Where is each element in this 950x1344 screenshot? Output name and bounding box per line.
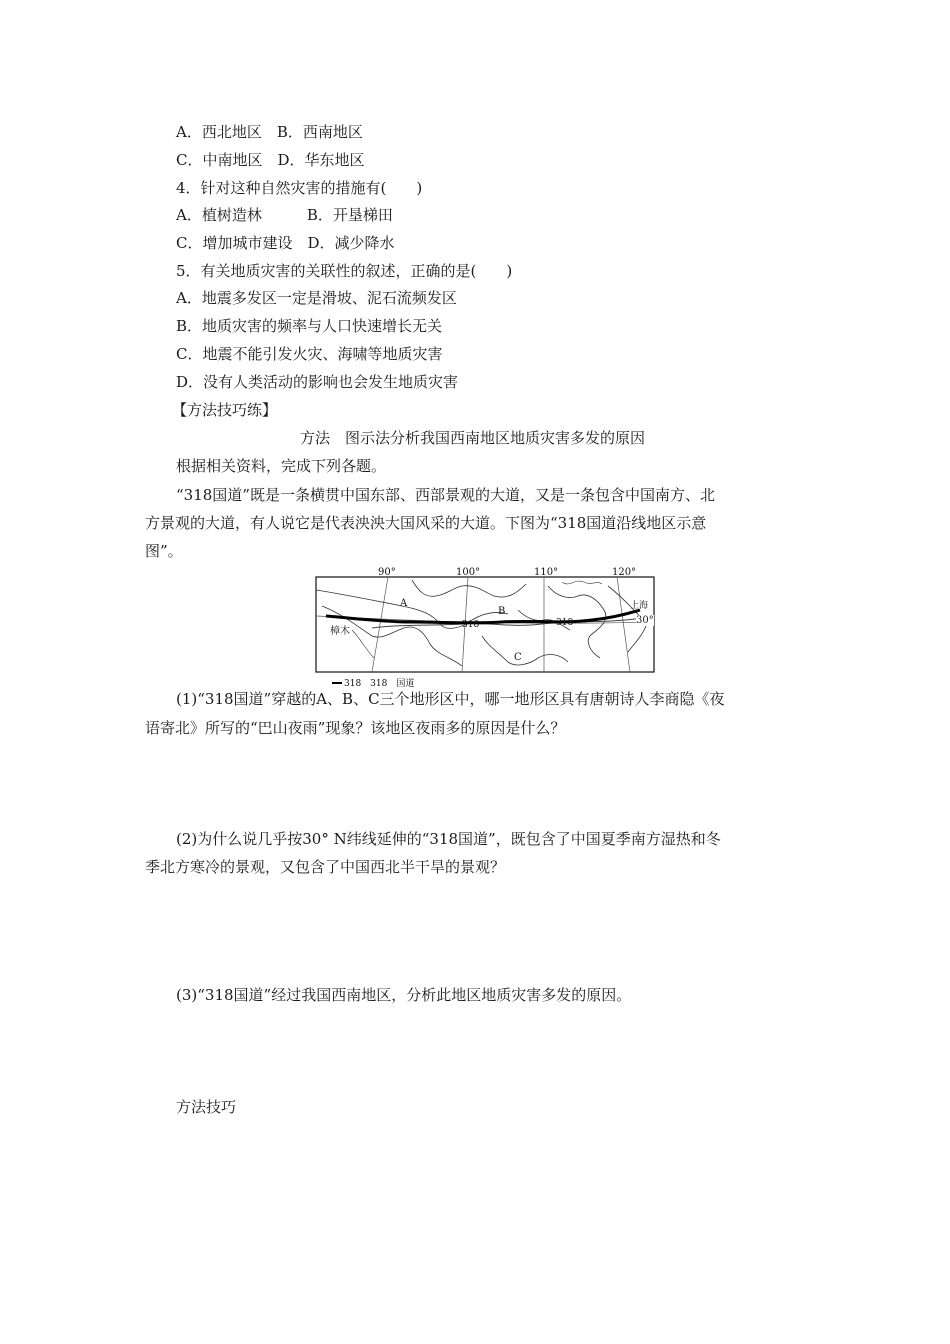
route-318-map [312, 566, 658, 690]
q4-option-row-2: C．增加城市建设 D．减少降水 [176, 234, 395, 252]
lon-label-90: 90° [378, 567, 396, 578]
route-label-2: 318 [556, 618, 574, 628]
lon-label-100: 100° [456, 567, 481, 578]
region-label-a: A [400, 598, 408, 609]
q5-option-d: D．没有人类活动的影响也会发生地质灾害 [176, 373, 459, 391]
footer-heading: 方法技巧 [176, 1098, 237, 1116]
section-heading: 【方法技巧练】 [172, 401, 278, 419]
region-label-b: B [498, 606, 506, 617]
question-2-line-2: 季北方寒冷的景观，又包含了中国西北半干旱的景观？ [145, 858, 506, 876]
q3-option-row-1: A．西北地区 B．西南地区 [176, 123, 363, 141]
route-318-line [326, 610, 640, 623]
lon-label-120: 120° [612, 567, 637, 578]
q5-stem: 5．有关地质灾害的关联性的叙述，正确的是( ) [176, 262, 513, 280]
route-label-1: 318 [462, 620, 480, 630]
paragraph-line-2: 方景观的大道，有人说它是代表泱泱大国风采的大道。下图为“318国道沿线地区示意 [145, 514, 707, 532]
q4-stem: 4．针对这种自然灾害的措施有( ) [176, 179, 423, 197]
region-label-c: C [514, 652, 522, 663]
question-3: (3)“318国道”经过我国西南地区，分析此地区地质灾害多发的原因。 [176, 986, 632, 1004]
q4-option-row-1: A．植树造林 B．开垦梯田 [176, 206, 393, 224]
paragraph-line-1: “318国道”既是一条横贯中国东部、西部景观的大道，又是一条包含中国南方、北 [176, 486, 715, 504]
q3-option-row-2: C．中南地区 D．华东地区 [176, 151, 365, 169]
city-label-shanghai: 上海 [630, 601, 649, 611]
city-label-zhangmu: 樟木 [330, 626, 350, 637]
paragraph-line-3: 图”。 [145, 542, 183, 560]
q5-option-c: C．地震不能引发火灾、海啸等地质灾害 [176, 345, 443, 363]
question-2-line-1: (2)为什么说几乎按30° N纬线延伸的“318国道”，既包含了中国夏季南方湿热和冬 [176, 830, 721, 848]
map-legend: 318 318 国道 [344, 679, 415, 689]
question-1-line-1: (1)“318国道”穿越的A、B、C三个地形区中，哪一地形区具有唐朝诗人李商隐《夜 [176, 690, 725, 708]
question-1-line-2: 语寄北》所写的“巴山夜雨”现象？该地区夜雨多的原因是什么？ [145, 719, 566, 737]
q5-option-a: A．地震多发区一定是滑坡、泥石流频发区 [176, 289, 457, 307]
lon-label-110: 110° [534, 567, 559, 578]
intro-text: 根据相关资料，完成下列各题。 [176, 457, 387, 475]
method-title: 方法 图示法分析我国西南地区地质灾害多发的原因 [300, 429, 646, 447]
lat-label-30-text: 30° [636, 615, 654, 626]
q5-option-b: B．地质灾害的频率与人口快速增长无关 [176, 317, 443, 335]
